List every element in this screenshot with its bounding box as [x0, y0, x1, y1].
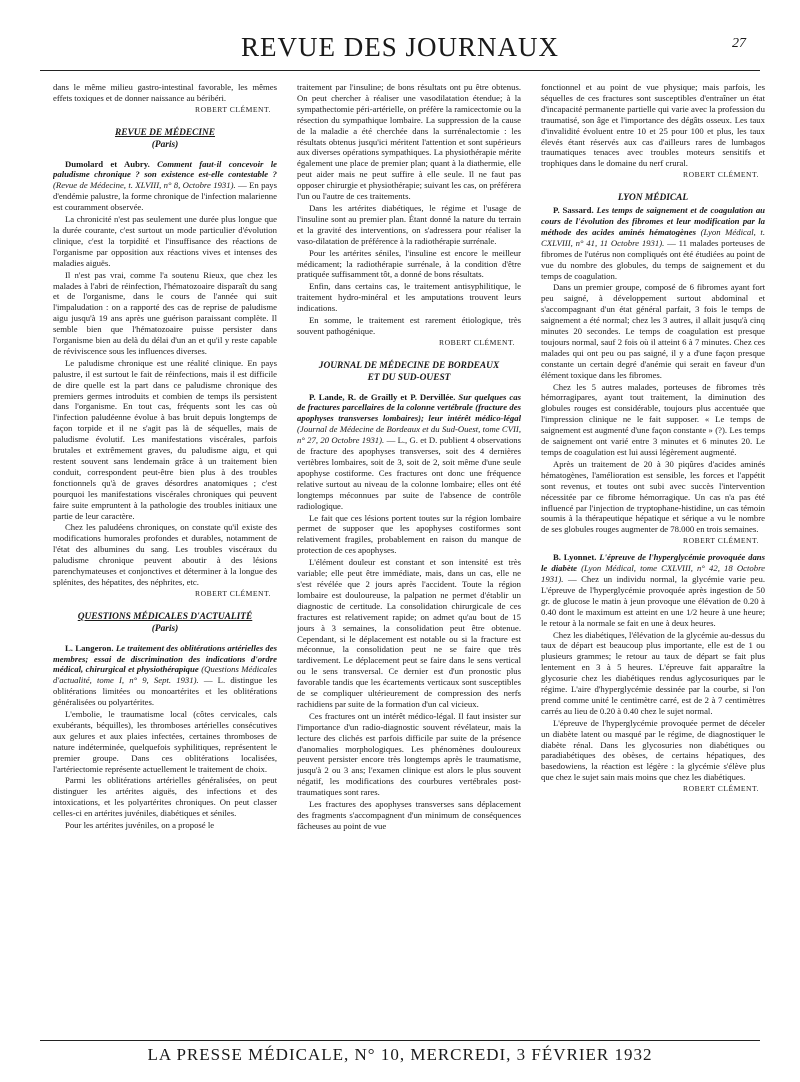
author-signature: ROBERT CLÉMENT. [683, 536, 759, 546]
article-title: L'épreuve de l'hyperglycémie provoquée dans le diabète [541, 552, 765, 574]
article-columns [53, 82, 765, 1034]
paragraph: L'embolie, le traumatisme local (côtes cervicales, cals exubérants, béquilles), les thromboses artérielles consécutives aux gelures et aux plaies infectées, certaines thromboses de nature indéterminée, quelquefois syphilitiques, représentent le premier groupe. Dans ces oblitérations localisées, l'artériectomie représente actuellement le traitement de choix. [53, 709, 277, 774]
paragraph: Il n'est pas vrai, comme l'a soutenu Rieux, que chez les malades à l'abri de réinfection, l'hématozoaire disparaît du sang et de l'organisme, dans le cours de l'année qui suit l'impaludation : on a rapporté des cas de reprise de paludisme aigu jusqu'à 19 ans après une guérison paraissant complète. Il semble bien que l'hématozoaire puisse persister dans l'organisme bien au delà du délai d'un an et qu'il y reste capable de réviviscence sous les influences diverses. [53, 269, 277, 356]
paragraph: Enfin, dans certains cas, le traitement antisyphilitique, le traitement hydro-minéral et les amputations trouvent leurs indications. [297, 281, 521, 314]
article-text: — Chez un individu normal, la glycémie varie peu. L'épreuve de l'hyperglycémie provoquée après ingestion de 50 gr. de glucose le matin à jeun provoque une élévation de 0.20 à 0.40 dont le maximum est atteint en une 1/2 heure à une heure; le retour à la normale se fait en une à deux heures. [541, 573, 765, 628]
paragraph: Les fractures des apophyses transverses sans déplacement des fragments s'accompagnent d'un minimum de conséquences fâcheuses au point de vue [297, 799, 521, 831]
article-title: Sur quelques cas de fractures parcellaires de la colonne vertébrale (fracture des apophyses transverses lombaires); leur intérêt médico-légal [297, 391, 521, 424]
section-title: JOURNAL DE MÉDECINE DE BORDEAUX [318, 360, 500, 371]
article-intro [297, 392, 521, 512]
section-title: REVUE DE MÉDECINE [114, 127, 216, 138]
paragraph: Ces fractures ont un intérêt médico-légal. Il faut insister sur l'importance d'un radio-diagnostic souvent révélateur, mais la lecture des clichés est parfois difficile par suite de la présence d'anomalies morphologiques. Les phénomènes douloureux peuvent persister encore très longtemps après le traumatisme, jusqu'à 2 ou 3 ans; l'examen clinique est alors le plus souvent négatif, les modifications des courbures vertébrales post-traumatiques sont rares. [297, 710, 521, 798]
paragraph: Dans un premier groupe, composé de 6 fibromes ayant fort peu saigné, à développement surtout abdominal et s'accompagnant d'un état général parfait, 3 fois le temps de saignement a été normal; chez les 3 autres, il allait jusqu'à cinq minutes 20 secondes. Le temps de coagulation est presque toujours normal, sauf 2 fois où il atteint 6 à 7 minutes. Chez ces malades qui ont peu ou pas saigné, il y a d'une façon presque constante un certain degré d'anémie qui serait en faveur d'un élément toxique dans les fibromes. [541, 282, 765, 380]
paragraph: Parmi les oblitérations artérielles généralisées, on peut distinguer les artérites aiguës, des infections et des intoxications, et les polyartérites chroniques. On peut classer celles-ci en artérites juvéniles, diabétiques et séniles. [53, 775, 277, 819]
column-1 [53, 82, 277, 1034]
author-signature: ROBERT CLÉMENT. [195, 588, 271, 598]
article-text: — 11 malades porteuses de fibromes de l'utérus non compliqués ont été étudiées au point de vue du nombre des globules, du temps de saignement et du temps de coagulation. [541, 237, 765, 281]
paragraph: L'élément douleur est constant et son intensité est très variable; elle peut être immédiate, mais, dans un cas, elle ne s'est révélée que 2 jours après l'accident. Toute la région lombaire est douloureuse, la palpation ne permet d'établir un diagnostic de certitude. La consolidation chirurgicale de ces fractures est relativement rapide; on admet qu'au bout de 15 jours à 3 semaines, la consolidation peut être obtenue. Cependant, si le déplacement est notable ou si la fracture est méconnue, la consolidation peut ne se faire que très tardivement. Le déplacement peut se faire dans le sens vertical ou le sens transversal. Ce dernier est d'un pronostic plus favorable tandis que les écartements verticaux sont susceptibles de se compliquer ultérieurement de compression des nerfs rachidiens par suite de la formation d'un cal vicieux. [297, 557, 521, 709]
article-authors: Dumolard et Aubry. [65, 158, 150, 169]
article-authors: P. Sassard. [553, 205, 594, 216]
paragraph: fonctionnel et au point de vue physique; mais parfois, les séquelles de ces fractures sont susceptibles d'entraîner un état d'incapacité permanente partielle qui varie avec la profession du traumatisé, son âge et l'importance des dégâts osseux. Les taux d'invalidité évoluent entre 10 et 25 pour 100 et plus, les taux élevés étant réservés aux cas d'ailleurs rares de lumbagos traumatiques tenaces avec troubles moteurs sensitifs et trophiques dans le domaine du nerf crural. [541, 82, 765, 169]
paragraph: La chronicité n'est pas seulement une durée plus longue que la durée courante, c'est surtout un mode particulier d'évolution clinique, c'est la torpidité et l'insuffisance des réactions de l'organisme par opposition aux réactions vives et intenses des maladies aiguës. [53, 214, 277, 268]
article-intro [541, 205, 765, 281]
column-3 [541, 82, 765, 1034]
paragraph: Le fait que ces lésions portent toutes sur la région lombaire permet de supposer que les apophyses costiformes sont relativement fragiles, probablement en raison du manque de protection de ces apophyses. [297, 512, 521, 556]
page-header [40, 30, 760, 71]
paragraph: Chez les paludéens chroniques, on constate qu'il existe des modifications humorales profondes et durables, notamment de l'état des albumines du sang. Les troubles viscéraux du paludisme chronique peuvent aboutir à des lésions parenchymateuses et conjonctives et déterminer à la longue des splénites, des hépatites, des néphrites, etc. [53, 522, 277, 587]
paragraph: Chez les diabétiques, l'élévation de la glycémie au-dessus du taux de départ est beaucoup plus importante, elle est de 1 ou plusieurs grammes; le retour au taux de départ se fait plus lentement en 3 à 5 heures. L'épreuve fait apparaître la glycosurie chez les diabétiques rendus aglycosuriques par le régime. L'aire d'hyperglycémie dessinée par la courbe, si l'on prend comme unité le centimètre carré, est de 2 à 7 centimètres carrés au lieu de 0.20 à 0.40 chez le sujet normal. [541, 629, 765, 716]
article-authors: B. Lyonnet. [553, 552, 597, 563]
author-signature: ROBERT CLÉMENT. [195, 104, 271, 114]
section-title: LYON MÉDICAL [617, 193, 689, 204]
paragraph: dans le même milieu gastro-intestinal favorable, les mêmes effets toxiques et de donner naissance au béribéri. [53, 82, 277, 103]
paragraph: Pour les artérites juvéniles, on a proposé le [65, 820, 215, 831]
article-text: — L. distingue les oblitérations limitées ou monoartérites et les oblitérations généralisées ou polyartérites. [53, 675, 277, 708]
paragraph: L'épreuve de l'hyperglycémie provoquée permet de déceler un diabète latent ou masqué par le régime, de diagnostiquer le diabète rénal. Dans les glycosuries non diabétiques ou paradiabétiques des obèses, de certains hépatiques, des basedowiens, la réaction est légère : la glycémie s'élève plus que chez le sujet sain mais moins que chez les diabétiques. [541, 717, 765, 783]
paragraph: Dans les artérites diabétiques, le régime et l'usage de l'insuline sont au premier plan. Étant donné la nature du terrain et la gravité des interventions, on s'adressera pour réaliser la vaso-dilatation de préférence à la radiothérapie surrénale. [297, 202, 521, 246]
article-title: Le traitement des oblitérations artérielles des membres; essai de discrimination des indications d'ordre médical, chirurgical et physiothérapique [53, 642, 277, 675]
section-subtitle: (Paris) [151, 139, 179, 150]
article-source: (Lyon Médical, t. CXLVIII, n° 41, 11 Octobre 1931). [541, 226, 765, 248]
page-number: 27 [732, 36, 746, 51]
paragraph: En somme, le traitement est rarement étiologique, très souvent pathogénique. [297, 315, 521, 336]
section-subtitle: ET DU SUD-OUEST [367, 372, 451, 383]
section-subtitle: (Paris) [151, 623, 179, 634]
paragraph: Après un traitement de 20 à 30 piqûres d'acides aminés hématogènes, l'amélioration est sensible, les forces et l'appétit sont revenus, et toutes ont subi avec succès l'intervention nécessitée par ce fibrome hémorragique. Un cas n'a pas été influencé par l'injection de tryptophane-histidine, un cas témoin soumis à la thérapeutique hépatique et sérique a vu le nombre de ses globules rouges augmenter de 78.000 en trois semaines. [541, 458, 765, 535]
footer-masthead: LA PRESSE MÉDICALE, N° 10, MERCREDI, 3 FÉVRIER 1932 [147, 1045, 653, 1064]
paragraph: Chez les 5 autres malades, porteuses de fibromes très hémorragipares, ayant tout traitement, la diminution des globules rouges est considérable, toujours plus accentuée que l'impression clinique ne le fait supposer. « Le temps de saignement est augmenté d'une façon constante » (?). Les temps de saignement ont varié entre 3 minutes et 6 minutes 20. Le temps de coagulation est lui aussi légèrement augmenté. [541, 381, 765, 457]
article-authors: L. Langeron. [65, 642, 114, 653]
paragraph: Pour les artérites séniles, l'insuline est encore le meilleur médicament; la radiothérapie surrénale, à la condition d'être pratiquée suffisamment tôt, a donné de bons résultats. [297, 247, 521, 280]
article-intro [53, 643, 277, 708]
paragraph: Le paludisme chronique est une réalité clinique. En pays palustre, il est surtout le fait de réinfections, mais il est difficile de dire quelle est la part dans ce paludisme chronique des premiers germes introduits et combien de temps ils persistent dans l'organisme. En tout cas, fréquents sont les cas où l'infection paludéenne évolue à bas bruit depuis longtemps de façon torpide et il ne s'agit pas là de séquelles, mais de paludisme évolutif. Les manifestations viscérales, parfois brutales et extrêmement graves, du paludisme aigu, et qui restent souvent sans lendemain grâce à un traitement bien conduit, correspondent peut-être bien plus à des troubles fonctionnels qu'à de graves désordres anatomiques ; c'est pourquoi les manifestations viscérales chroniques qui peuvent faire suite empruntent à la pathologie des troubles initiaux une partie de leur caractère. [53, 357, 277, 521]
article-text: — En pays d'endémie palustre, la forme chronique de l'infection malarienne est couramment observée. [53, 180, 277, 213]
article-source: (Questions Médicales d'actualité, tome I, n° 9, Sept. 1931). [53, 664, 277, 686]
column-2 [297, 82, 521, 1034]
page-footer [40, 1040, 760, 1069]
author-signature: ROBERT CLÉMENT. [683, 784, 759, 794]
author-signature: ROBERT CLÉMENT. [439, 337, 515, 347]
author-signature: ROBERT CLÉMENT. [683, 170, 759, 180]
article-title: Comment faut-il concevoir le paludisme chronique ? son existence est-elle contestable ? [53, 158, 277, 180]
article-text: — L., G. et D. publient 4 observations de fracture des apophyses transverses, soit des 4 dernières vertèbres lombaires, soit de 3, soit de 2, soit même d'une seule apophyse costiforme. Ces fractures ont donc une fréquence relative surtout au niveau de la colonne lombaire; elles ont été longtemps méconnues par suite de l'absence de contrôle radiologique. [297, 435, 521, 511]
article-intro [541, 552, 765, 628]
page-title: REVUE DES JOURNAUX [240, 32, 559, 62]
section-title: QUESTIONS MÉDICALES D'ACTUALITÉ [77, 611, 253, 622]
article-source: (Lyon Médical, tome CXLVIII, n° 42, 18 Octobre 1931). [541, 563, 765, 584]
article-title: Les temps de saignement et de coagulation au cours de l'évolution des fibromes et leur modification par la méthode des acides aminés hématogènes [541, 205, 765, 237]
article-source: (Revue de Médecine, t. XLVIII, n° 8, Octobre 1931). [53, 180, 236, 191]
article-intro [53, 159, 277, 214]
paragraph: traitement par l'insuline; de bons résultats ont pu être obtenus. On peut chercher à réaliser une vasodilatation étendue; à la sympathectomie péri-artérielle, on préfère la ramicectomie ou la résection du sympathique lombaire. La suppression de la cause de la maladie a été cherchée dans la surrénalectomie : les résultats obtenus jusqu'ici méritent l'attention et sont supérieurs aux diverses opérations sympathiques. La physiothérapie mérite également une place de premier plan; quant à la diathermie, elle peut aider mais ne peut suffire à elle seule. Il ne faut pas opposer chirurgie et physiothérapie; suivant les cas, on préférera l'un ou l'autre de ces traitements. [297, 82, 521, 202]
article-authors: P. Lande, R. de Grailly et P. Dervillée. [309, 391, 456, 402]
article-source: (Journal de Médecine de Bordeaux et du Sud-Ouest, tome CVII, n° 27, 20 Octobre 1931). [297, 424, 521, 446]
